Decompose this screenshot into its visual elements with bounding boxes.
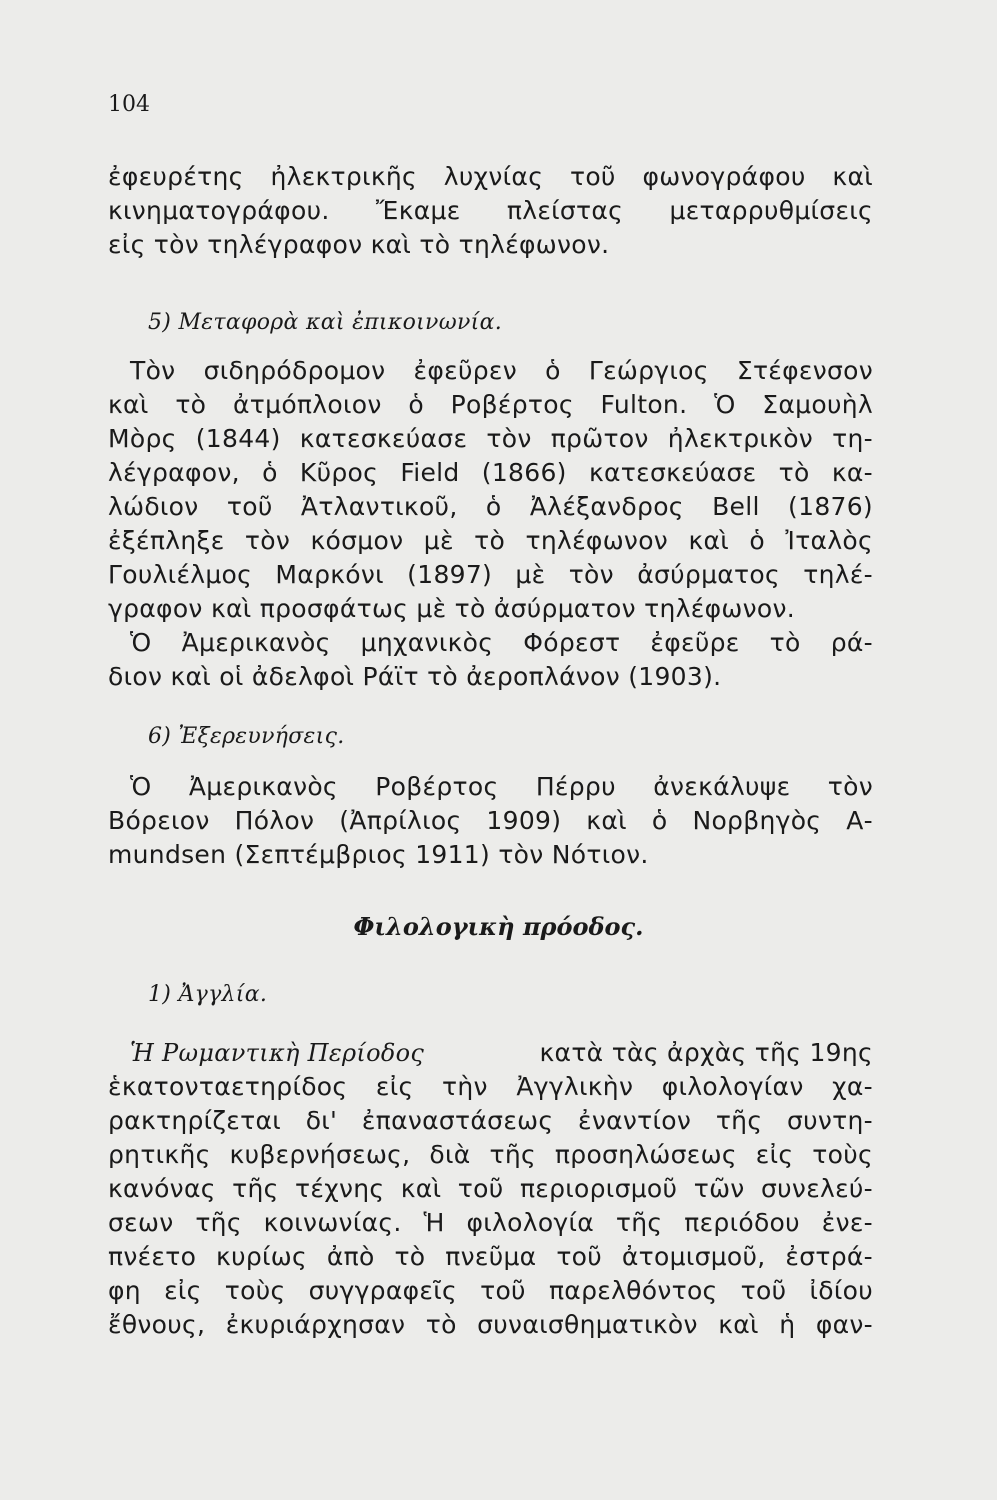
text-line: πνέετο κυρίως ἀπὸ τὸ πνεῦμα τοῦ ἀτομισμοῦ, ἐστρά- <box>108 1242 873 1271</box>
text-line: Μὸρς (1844) κατεσκεύασε τὸν πρῶτον ἠλεκτρικὸν τη- <box>108 424 873 453</box>
text-line: εἰς τὸν τηλέγραφον καὶ τὸ τηλέφωνον. <box>108 230 610 259</box>
text-line: κανόνας τῆς τέχνης καὶ τοῦ περιορισμοῦ τῶν συνελεύ- <box>108 1174 873 1203</box>
text-line: mundsen (Σεπτέμβριος 1911) τὸν Νότιον. <box>108 840 649 869</box>
text-line: λώδιον τοῦ Ἀτλαντικοῦ, ὁ Ἀλέξανδρος Bell (1876) <box>108 492 873 521</box>
text-line: ἑκατονταετηρίδος εἰς τὴν Ἀγγλικὴν φιλολογίαν χα- <box>108 1072 873 1101</box>
text-line: διον καὶ οἱ ἀδελφοὶ Ράϊτ τὸ ἀεροπλάνον (1903). <box>108 662 722 691</box>
section-heading: 1) Ἀγγλία. <box>148 982 268 1007</box>
text-line <box>130 1036 873 1070</box>
text-line: σεων τῆς κοινωνίας. Ἡ φιλολογία τῆς περιόδου ἐνε- <box>108 1208 873 1237</box>
text-line: ἐξέπληξε τὸν κόσμον μὲ τὸ τηλέφωνον καὶ ὁ Ἰταλὸς <box>108 526 873 555</box>
text-line: Γουλιέλμος Μαρκόνι (1897) μὲ τὸν ἀσύρματος τηλέ- <box>108 560 873 589</box>
text-fragment: κατὰ τὰς ἀρχὰς τῆς 19ης <box>539 1038 873 1067</box>
text-line: καὶ τὸ ἀτμόπλοιον ὁ Ροβέρτος Fulton. Ὁ Σαμουὴλ <box>108 390 873 419</box>
text-line: ἐφευρέτης ἠλεκτρικῆς λυχνίας τοῦ φωνογράφου καὶ <box>108 162 873 191</box>
section-title: Φιλολογικὴ πρόοδος. <box>353 912 644 941</box>
text-line: ρακτηρίζεται δι' ἐπαναστάσεως ἐναντίον τῆς συντη- <box>108 1106 873 1135</box>
text-line: ἔθνους, ἐκυριάρχησαν τὸ συναισθηματικὸν καὶ ἡ φαν- <box>108 1310 873 1339</box>
italic-term: Ἡ Ρωμαντικὴ Περίοδος <box>130 1039 425 1067</box>
section-heading: 5) Μεταφορὰ καὶ ἐπικοινωνία. <box>148 310 503 335</box>
text-line: Ὁ Ἀμερικανὸς μηχανικὸς Φόρεστ ἐφεῦρε τὸ ρά- <box>130 628 873 657</box>
section-heading: 6) Ἐξερευνήσεις. <box>148 724 345 749</box>
text-line: γραφον καὶ προσφάτως μὲ τὸ ἀσύρματον τηλέφωνον. <box>108 594 795 623</box>
text-line: Ὁ Ἀμερικανὸς Ροβέρτος Πέρρυ ἀνεκάλυψε τὸν <box>130 772 873 801</box>
text-line: Βόρειον Πόλον (Ἀπρίλιος 1909) καὶ ὁ Νορβηγὸς Α- <box>108 806 873 835</box>
text-line: λέγραφον, ὁ Κῦρος Field (1866) κατεσκεύασε τὸ κα- <box>108 458 873 487</box>
text-line: ρητικῆς κυβερνήσεως, διὰ τῆς προσηλώσεως εἰς τοὺς <box>108 1140 873 1169</box>
page-number: 104 <box>108 92 150 117</box>
text-line: φη εἰς τοὺς συγγραφεῖς τοῦ παρελθόντος τοῦ ἰδίου <box>108 1276 873 1305</box>
text-line: Τὸν σιδηρόδρομον ἐφεῦρεν ὁ Γεώργιος Στέφενσον <box>130 356 873 385</box>
text-line: κινηματογράφου. Ἔκαμε πλείστας μεταρρυθμίσεις <box>108 196 873 225</box>
